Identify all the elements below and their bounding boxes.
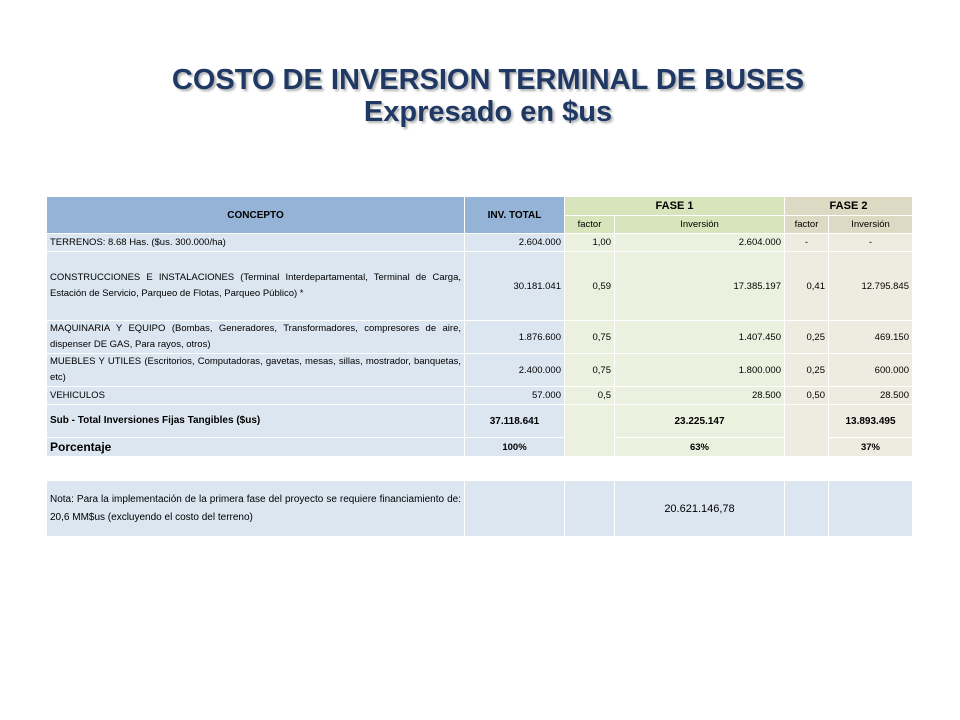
row-fase2-factor: 0,41 (785, 252, 829, 321)
header-fase2-factor: factor (785, 216, 829, 234)
row-fase1-factor: 0,75 (565, 354, 615, 387)
row-inv-total: 2.604.000 (465, 234, 565, 252)
financing-amount: 20.621.146,78 (615, 481, 785, 537)
percentage-inv-total: 100% (465, 438, 565, 457)
financing-note: Nota: Para la implementación de la primera fase del proyecto se requiere financiamiento de: 20,6 MM$us (excluyendo el costo del terreno) (47, 481, 465, 537)
row-concepto: MUEBLES Y UTILES (Escritorios, Computadoras, gavetas, mesas, sillas, mostrador, banquetas, etc) (47, 354, 465, 387)
page-subtitle: Expresado en $us (363, 96, 613, 128)
subtotal-fase1-factor-blank (565, 405, 615, 457)
row-fase2-factor: - (785, 234, 829, 252)
row-fase2-inversion: 469.150 (829, 321, 913, 354)
row-concepto: CONSTRUCCIONES E INSTALACIONES (Terminal Interdepartamental, Terminal de Carga, Estación de Servicio, Parqueo de Flotas, Parqueo Público) * (47, 252, 465, 321)
table-row (47, 387, 913, 405)
row-inv-total: 57.000 (465, 387, 565, 405)
row-concepto: TERRENOS: 8.68 Has. ($us. 300.000/ha) (47, 234, 465, 252)
financing-note-table (46, 480, 913, 537)
subtotal-row (47, 405, 913, 438)
row-fase2-factor: 0,25 (785, 321, 829, 354)
percentage-fase1: 63% (615, 438, 785, 457)
header-concepto: CONCEPTO (47, 197, 465, 234)
row-fase1-inversion: 1.407.450 (615, 321, 785, 354)
percentage-row (47, 438, 913, 457)
investment-table (46, 196, 913, 457)
subtotal-label: Sub - Total Inversiones Fijas Tangibles ($us) (47, 405, 465, 438)
row-fase1-inversion: 28.500 (615, 387, 785, 405)
table-row (47, 321, 913, 354)
note-blank-cell (829, 481, 913, 537)
table-row (47, 252, 913, 321)
percentage-label: Porcentaje (47, 438, 465, 457)
subtotal-inv-total: 37.118.641 (465, 405, 565, 438)
table-row (47, 354, 913, 387)
row-fase1-inversion: 17.385.197 (615, 252, 785, 321)
header-inv-total: INV. TOTAL (465, 197, 565, 234)
subtotal-fase1-inversion: 23.225.147 (615, 405, 785, 438)
subtotal-fase2-inversion: 13.893.495 (829, 405, 913, 438)
page-title: COSTO DE INVERSION TERMINAL DE BUSES (171, 64, 805, 96)
row-concepto: VEHICULOS (47, 387, 465, 405)
row-inv-total: 30.181.041 (465, 252, 565, 321)
note-blank-cell (465, 481, 565, 537)
row-fase1-factor: 0,75 (565, 321, 615, 354)
note-blank-cell (565, 481, 615, 537)
row-fase2-factor: 0,50 (785, 387, 829, 405)
row-fase2-factor: 0,25 (785, 354, 829, 387)
table-row (47, 234, 913, 252)
title-block (0, 64, 960, 128)
row-fase2-inversion: - (829, 234, 913, 252)
row-fase2-inversion: 600.000 (829, 354, 913, 387)
percentage-fase2: 37% (829, 438, 913, 457)
row-fase2-inversion: 28.500 (829, 387, 913, 405)
row-fase1-inversion: 1.800.000 (615, 354, 785, 387)
row-fase2-inversion: 12.795.845 (829, 252, 913, 321)
row-fase1-factor: 1,00 (565, 234, 615, 252)
row-inv-total: 1.876.600 (465, 321, 565, 354)
row-inv-total: 2.400.000 (465, 354, 565, 387)
header-fase1-factor: factor (565, 216, 615, 234)
header-fase2-inversion: Inversión (829, 216, 913, 234)
header-fase1: FASE 1 (565, 197, 785, 216)
subtotal-fase2-factor-blank (785, 405, 829, 457)
row-fase1-inversion: 2.604.000 (615, 234, 785, 252)
header-fase2: FASE 2 (785, 197, 913, 216)
row-fase1-factor: 0,59 (565, 252, 615, 321)
note-blank-cell (785, 481, 829, 537)
row-fase1-factor: 0,5 (565, 387, 615, 405)
header-fase1-inversion: Inversión (615, 216, 785, 234)
row-concepto: MAQUINARIA Y EQUIPO (Bombas, Generadores, Transformadores, compresores de aire, dispenser DE GAS, Para rayos, otros) (47, 321, 465, 354)
